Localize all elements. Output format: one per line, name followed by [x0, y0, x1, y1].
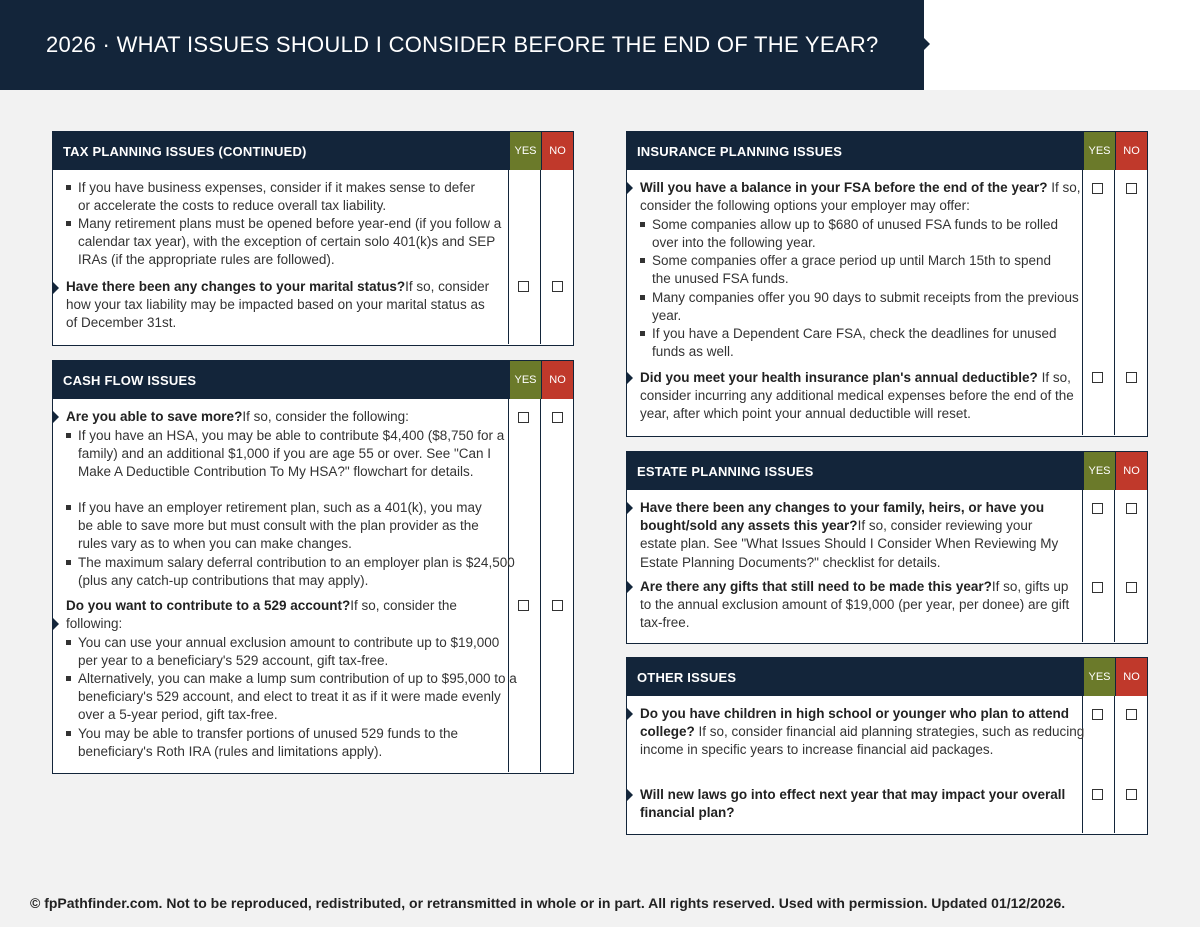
question-detail: If so, consider the following options your employer may offer: [640, 180, 1081, 214]
yes-checkbox[interactable] [1092, 503, 1103, 514]
bullet-icon [66, 731, 71, 736]
bullet-icon [66, 640, 71, 645]
no-column-header: NO [541, 361, 573, 399]
question-text [640, 369, 1100, 424]
bullet-icon [640, 331, 645, 336]
list-item: If you have a Dependent Care FSA, check the deadlines for unused funds as well. [640, 325, 1060, 361]
yes-column-header: YES [509, 361, 541, 399]
section-header [53, 361, 573, 399]
yes-column-header: YES [509, 132, 541, 170]
section-title: ESTATE PLANNING ISSUES [637, 464, 814, 479]
question-bold: Did you meet your health insurance plan's annual deductible? [640, 370, 1038, 385]
question-bold: Do you have children in high school or younger who plan to attend college? [640, 706, 1070, 740]
cash-flow-section [52, 360, 574, 774]
yes-checkbox[interactable] [518, 412, 529, 423]
list-item: If you have an HSA, you may be able to contribute $4,400 ($8,750 for a family) and an additional $1,000 if you are age 55 or over. See "Can I Make A Deductible Contribution To My HSA?" flowchart for details. [66, 427, 516, 482]
yes-checkbox[interactable] [1092, 372, 1103, 383]
no-checkbox[interactable] [1126, 372, 1137, 383]
section-title: TAX PLANNING ISSUES (CONTINUED) [63, 144, 307, 159]
list-item: You can use your annual exclusion amount to contribute up to $19,000 per year to a beneficiary's 529 account, gift tax-free. [66, 634, 516, 670]
question-arrow-icon [627, 789, 633, 801]
question-arrow-icon [53, 618, 59, 630]
list-item: Some companies offer a grace period up until March 15th to spend the unused FSA funds. [640, 252, 1070, 288]
bullet-icon [640, 295, 645, 300]
list-item: Some companies allow up to $680 of unused FSA funds to be rolled over into the following year. [640, 216, 1080, 252]
question-arrow-icon [627, 182, 633, 194]
list-item: Alternatively, you can make a lump sum contribution of up to $95,000 to a beneficiary's 529 account, and elect to treat it as if it were made evenly over a 5-year period, gift tax-free. [66, 670, 518, 725]
question-text [640, 179, 1085, 215]
section-body [627, 696, 1147, 833]
no-checkbox[interactable] [1126, 503, 1137, 514]
no-checkbox[interactable] [1126, 183, 1137, 194]
section-body [627, 170, 1147, 435]
yes-checkbox[interactable] [518, 281, 529, 292]
list-item: If you have business expenses, consider if it makes sense to defer or accelerate the costs to reduce overall tax liability. [66, 179, 486, 215]
no-column-header: NO [1115, 132, 1147, 170]
question-text [66, 278, 496, 333]
no-checkbox[interactable] [552, 600, 563, 611]
section-header [627, 658, 1147, 696]
question-arrow-icon [627, 581, 633, 593]
bullet-icon [66, 560, 71, 565]
no-column-header: NO [1115, 658, 1147, 696]
bullet-icon [640, 258, 645, 263]
yes-checkbox[interactable] [1092, 789, 1103, 800]
no-checkbox[interactable] [1126, 582, 1137, 593]
header-arrow-icon [924, 38, 930, 50]
section-header [627, 132, 1147, 170]
header-blank-area [924, 0, 1200, 90]
column-divider [1114, 170, 1116, 435]
section-title: INSURANCE PLANNING ISSUES [637, 144, 843, 159]
section-title: CASH FLOW ISSUES [63, 373, 197, 388]
question-bold: Are there any gifts that still need to be made this year? [640, 579, 992, 594]
question-text [640, 578, 1080, 633]
bullet-icon [66, 676, 71, 681]
estate-planning-section [626, 451, 1148, 644]
yes-checkbox[interactable] [1092, 709, 1103, 720]
no-checkbox[interactable] [552, 412, 563, 423]
yes-checkbox[interactable] [1092, 582, 1103, 593]
no-checkbox[interactable] [1126, 789, 1137, 800]
question-detail: If so, consider incurring any additional medical expenses before the end of the year, after which point your annual deductible will reset. [640, 370, 1074, 422]
bullet-icon [66, 433, 71, 438]
question-arrow-icon [53, 411, 59, 423]
yes-column-header: YES [1083, 658, 1115, 696]
no-checkbox[interactable] [552, 281, 563, 292]
question-arrow-icon [627, 708, 633, 720]
question-detail: If so, consider the following: [242, 409, 409, 424]
page-title: 2026 · WHAT ISSUES SHOULD I CONSIDER BEFORE THE END OF THE YEAR? [46, 32, 879, 57]
no-column-header: NO [541, 132, 573, 170]
bullet-icon [66, 221, 71, 226]
question-bold: Will new laws go into effect next year that may impact your overall financial plan? [640, 787, 1066, 821]
tax-planning-section [52, 131, 574, 346]
question-bold: Have there been any changes to your marital status? [66, 279, 406, 294]
insurance-planning-section [626, 131, 1148, 437]
section-header [53, 132, 573, 170]
column-divider [540, 170, 542, 344]
page-header [0, 0, 924, 90]
list-item: Many retirement plans must be opened before year-end (if you follow a calendar tax year), with the exception of certain solo 401(k)s and SEP IRAs (if the appropriate rules are followed). [66, 215, 506, 270]
column-divider [540, 399, 542, 772]
question-text [640, 705, 1085, 760]
column-divider [1082, 490, 1084, 642]
bullet-icon [66, 185, 71, 190]
question-arrow-icon [627, 372, 633, 384]
column-divider [1114, 490, 1116, 642]
yes-column-header: YES [1083, 132, 1115, 170]
question-text [640, 499, 1072, 572]
section-body [53, 399, 573, 772]
question-arrow-icon [627, 502, 633, 514]
yes-checkbox[interactable] [518, 600, 529, 611]
question-bold: Do you want to contribute to a 529 account? [66, 598, 351, 613]
column-divider [1114, 696, 1116, 833]
yes-column-header: YES [1083, 452, 1115, 490]
bullet-icon [640, 222, 645, 227]
yes-checkbox[interactable] [1092, 183, 1103, 194]
question-bold: Are you able to save more? [66, 409, 243, 424]
section-body [627, 490, 1147, 642]
section-body [53, 170, 573, 344]
question-detail: If so, gifts up to the annual exclusion amount of $19,000 (per year, per donee) are gift tax-free. [640, 579, 1070, 631]
list-item: Many companies offer you 90 days to submit receipts from the previous year. [640, 289, 1085, 325]
no-column-header: NO [1115, 452, 1147, 490]
question-detail: If so, consider reviewing your estate plan. See "What Issues Should I Consider When Reviewing My Estate Planning Documents?" checklist for details. [640, 518, 1059, 570]
bullet-icon [66, 505, 71, 510]
footer-copyright: © fpPathfinder.com. Not to be reproduced, redistributed, or retransmitted in whole or in part. All rights reserved. Used with permission. Updated 01/12/2026. [30, 895, 1066, 911]
list-item: The maximum salary deferral contribution to an employer plan is $24,500 (plus any catch-up contributions that may apply). [66, 554, 526, 590]
question-bold: Have there been any changes to your family, heirs, or have you bought/sold any assets this year? [640, 500, 1045, 534]
column-divider [508, 170, 510, 344]
question-arrow-icon [53, 282, 59, 294]
question-text [66, 408, 496, 426]
question-detail: If so, consider financial aid planning strategies, such as reducing income in specific years to increase financial aid packages. [640, 724, 1085, 758]
section-header [627, 452, 1147, 490]
question-text [640, 786, 1070, 822]
question-detail: If so, consider how your tax liability may be impacted based on your marital status as of December 31st. [66, 279, 490, 331]
other-issues-section [626, 657, 1148, 835]
no-checkbox[interactable] [1126, 709, 1137, 720]
list-item: You may be able to transfer portions of unused 529 funds to the beneficiary's Roth IRA (rules and limitations apply). [66, 725, 518, 761]
list-item: If you have an employer retirement plan, such as a 401(k), you may be able to save more but must consult with the plan provider as the rules vary as to when you can make changes. [66, 499, 496, 554]
section-title: OTHER ISSUES [637, 670, 737, 685]
question-text [66, 597, 496, 633]
question-bold: Will you have a balance in your FSA before the end of the year? [640, 180, 1048, 195]
question-detail: If so, consider the following: [66, 598, 457, 632]
